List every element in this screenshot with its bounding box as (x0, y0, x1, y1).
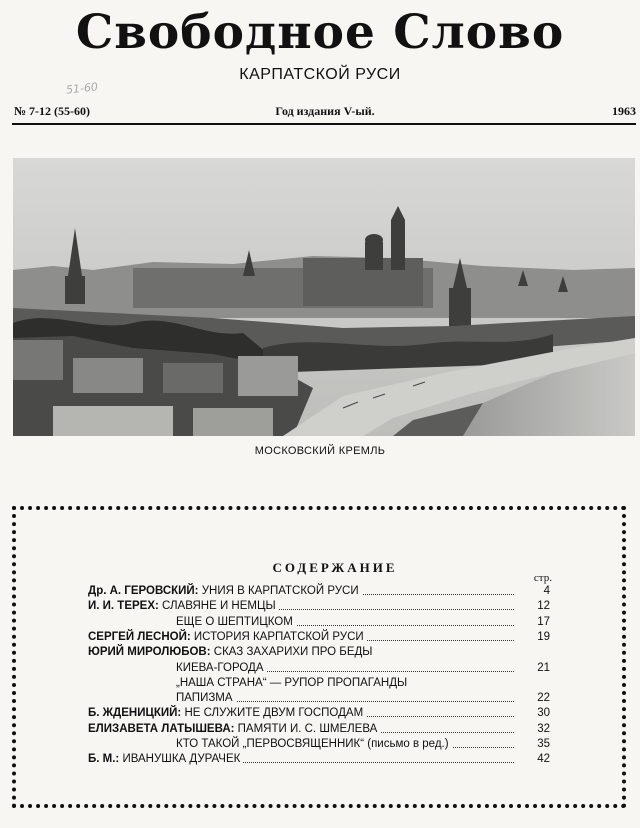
entry-author: ЮРИЙ МИРОЛЮБОВ: (88, 646, 211, 659)
entry-author: И. И. ТЕРЕХ: (88, 600, 159, 613)
contents-entry (88, 599, 279, 614)
entry-page: 4 (520, 584, 550, 599)
contents-entry (176, 737, 452, 752)
entry-page: 19 (520, 630, 550, 645)
contents-row (88, 661, 550, 676)
contents-entry (176, 691, 236, 706)
issue-year: 1963 (612, 104, 636, 118)
contents-entry (176, 676, 410, 691)
contents-row (88, 584, 550, 599)
entry-title: ИСТОРИЯ КАРПАТСКОЙ РУСИ (190, 630, 364, 643)
entry-title: ПАПИЗМА (176, 692, 233, 705)
contents-row (88, 737, 550, 752)
entry-page: 42 (520, 752, 550, 767)
handwritten-note: 51-60 (65, 80, 99, 97)
entry-page: 32 (520, 722, 550, 737)
contents-entry (88, 630, 367, 645)
entry-page: 22 (520, 691, 550, 706)
header-rule (12, 123, 636, 125)
contents-entry (88, 645, 375, 660)
contents-row (88, 615, 550, 630)
contents-entry (88, 584, 362, 599)
contents-row (88, 645, 550, 660)
entry-title: СКАЗ ЗАХАРИХИ ПРО БЕДЫ (210, 646, 373, 659)
issue-year-label: Год издания V-ый. (275, 104, 375, 118)
entry-page: 17 (520, 615, 550, 630)
entry-page: 35 (520, 737, 550, 752)
entry-page: 12 (520, 599, 550, 614)
contents-entry (88, 706, 366, 721)
contents-row (88, 676, 550, 691)
entry-title: КТО ТАКОЙ „ПЕРВОСВЯЩЕННИК“ (письмо в ред.) (176, 738, 449, 750)
entry-author: ЕЛИЗАВЕТА ЛАТЫШЕВА: (88, 722, 235, 735)
entry-title: УНИЯ В КАРПАТСКОЙ РУСИ (198, 585, 359, 597)
entry-title: НЕ СЛУЖИТЕ ДВУМ ГОСПОДАМ (181, 707, 364, 720)
entry-author: Б. М.: (88, 753, 120, 766)
contents-row (88, 722, 550, 737)
entry-title: „НАША СТРАНА“ — РУПОР ПРОПАГАНДЫ (176, 676, 408, 689)
entry-author: Др. А. ГЕРОВСКИЙ: (88, 585, 199, 597)
entry-page: 30 (520, 706, 550, 721)
contents-entry (176, 615, 296, 630)
contents-entry (88, 722, 380, 737)
contents-entry (88, 752, 243, 767)
contents-row (88, 691, 550, 706)
entry-author: СЕРГЕЙ ЛЕСНОЙ: (88, 630, 191, 643)
contents-heading: СОДЕРЖАНИЕ (272, 560, 398, 575)
pages-label: стр. (533, 572, 552, 584)
contents-row (88, 599, 550, 614)
contents-row (88, 706, 550, 721)
entry-page: 21 (520, 661, 550, 676)
entry-title: ЕЩЕ О ШЕПТИЦКОМ (176, 615, 293, 628)
photo-caption: МОСКОВСКИЙ КРЕМЛЬ (254, 445, 386, 457)
contents-row (88, 630, 550, 645)
issue-number: № 7-12 (55-60) (14, 104, 91, 118)
masthead-title: Свободное Слово (75, 5, 565, 60)
entry-title: ПАМЯТИ И. С. ШМЕЛЕВА (234, 722, 378, 735)
entry-author: Б. ЖДЕНИЦКИЙ: (88, 707, 182, 720)
contents-entry (176, 661, 267, 676)
masthead-subtitle: КАРПАТСКОЙ РУСИ (239, 66, 401, 83)
entry-title: СЛАВЯНЕ И НЕМЦЫ (158, 600, 276, 613)
kremlin-photo (13, 158, 635, 436)
contents-row (88, 752, 550, 767)
entry-title: КИЕВА-ГОРОДА (176, 661, 264, 674)
issue-line (14, 104, 636, 122)
entry-title: ИВАНУШКА ДУРАЧЕК (119, 753, 241, 766)
